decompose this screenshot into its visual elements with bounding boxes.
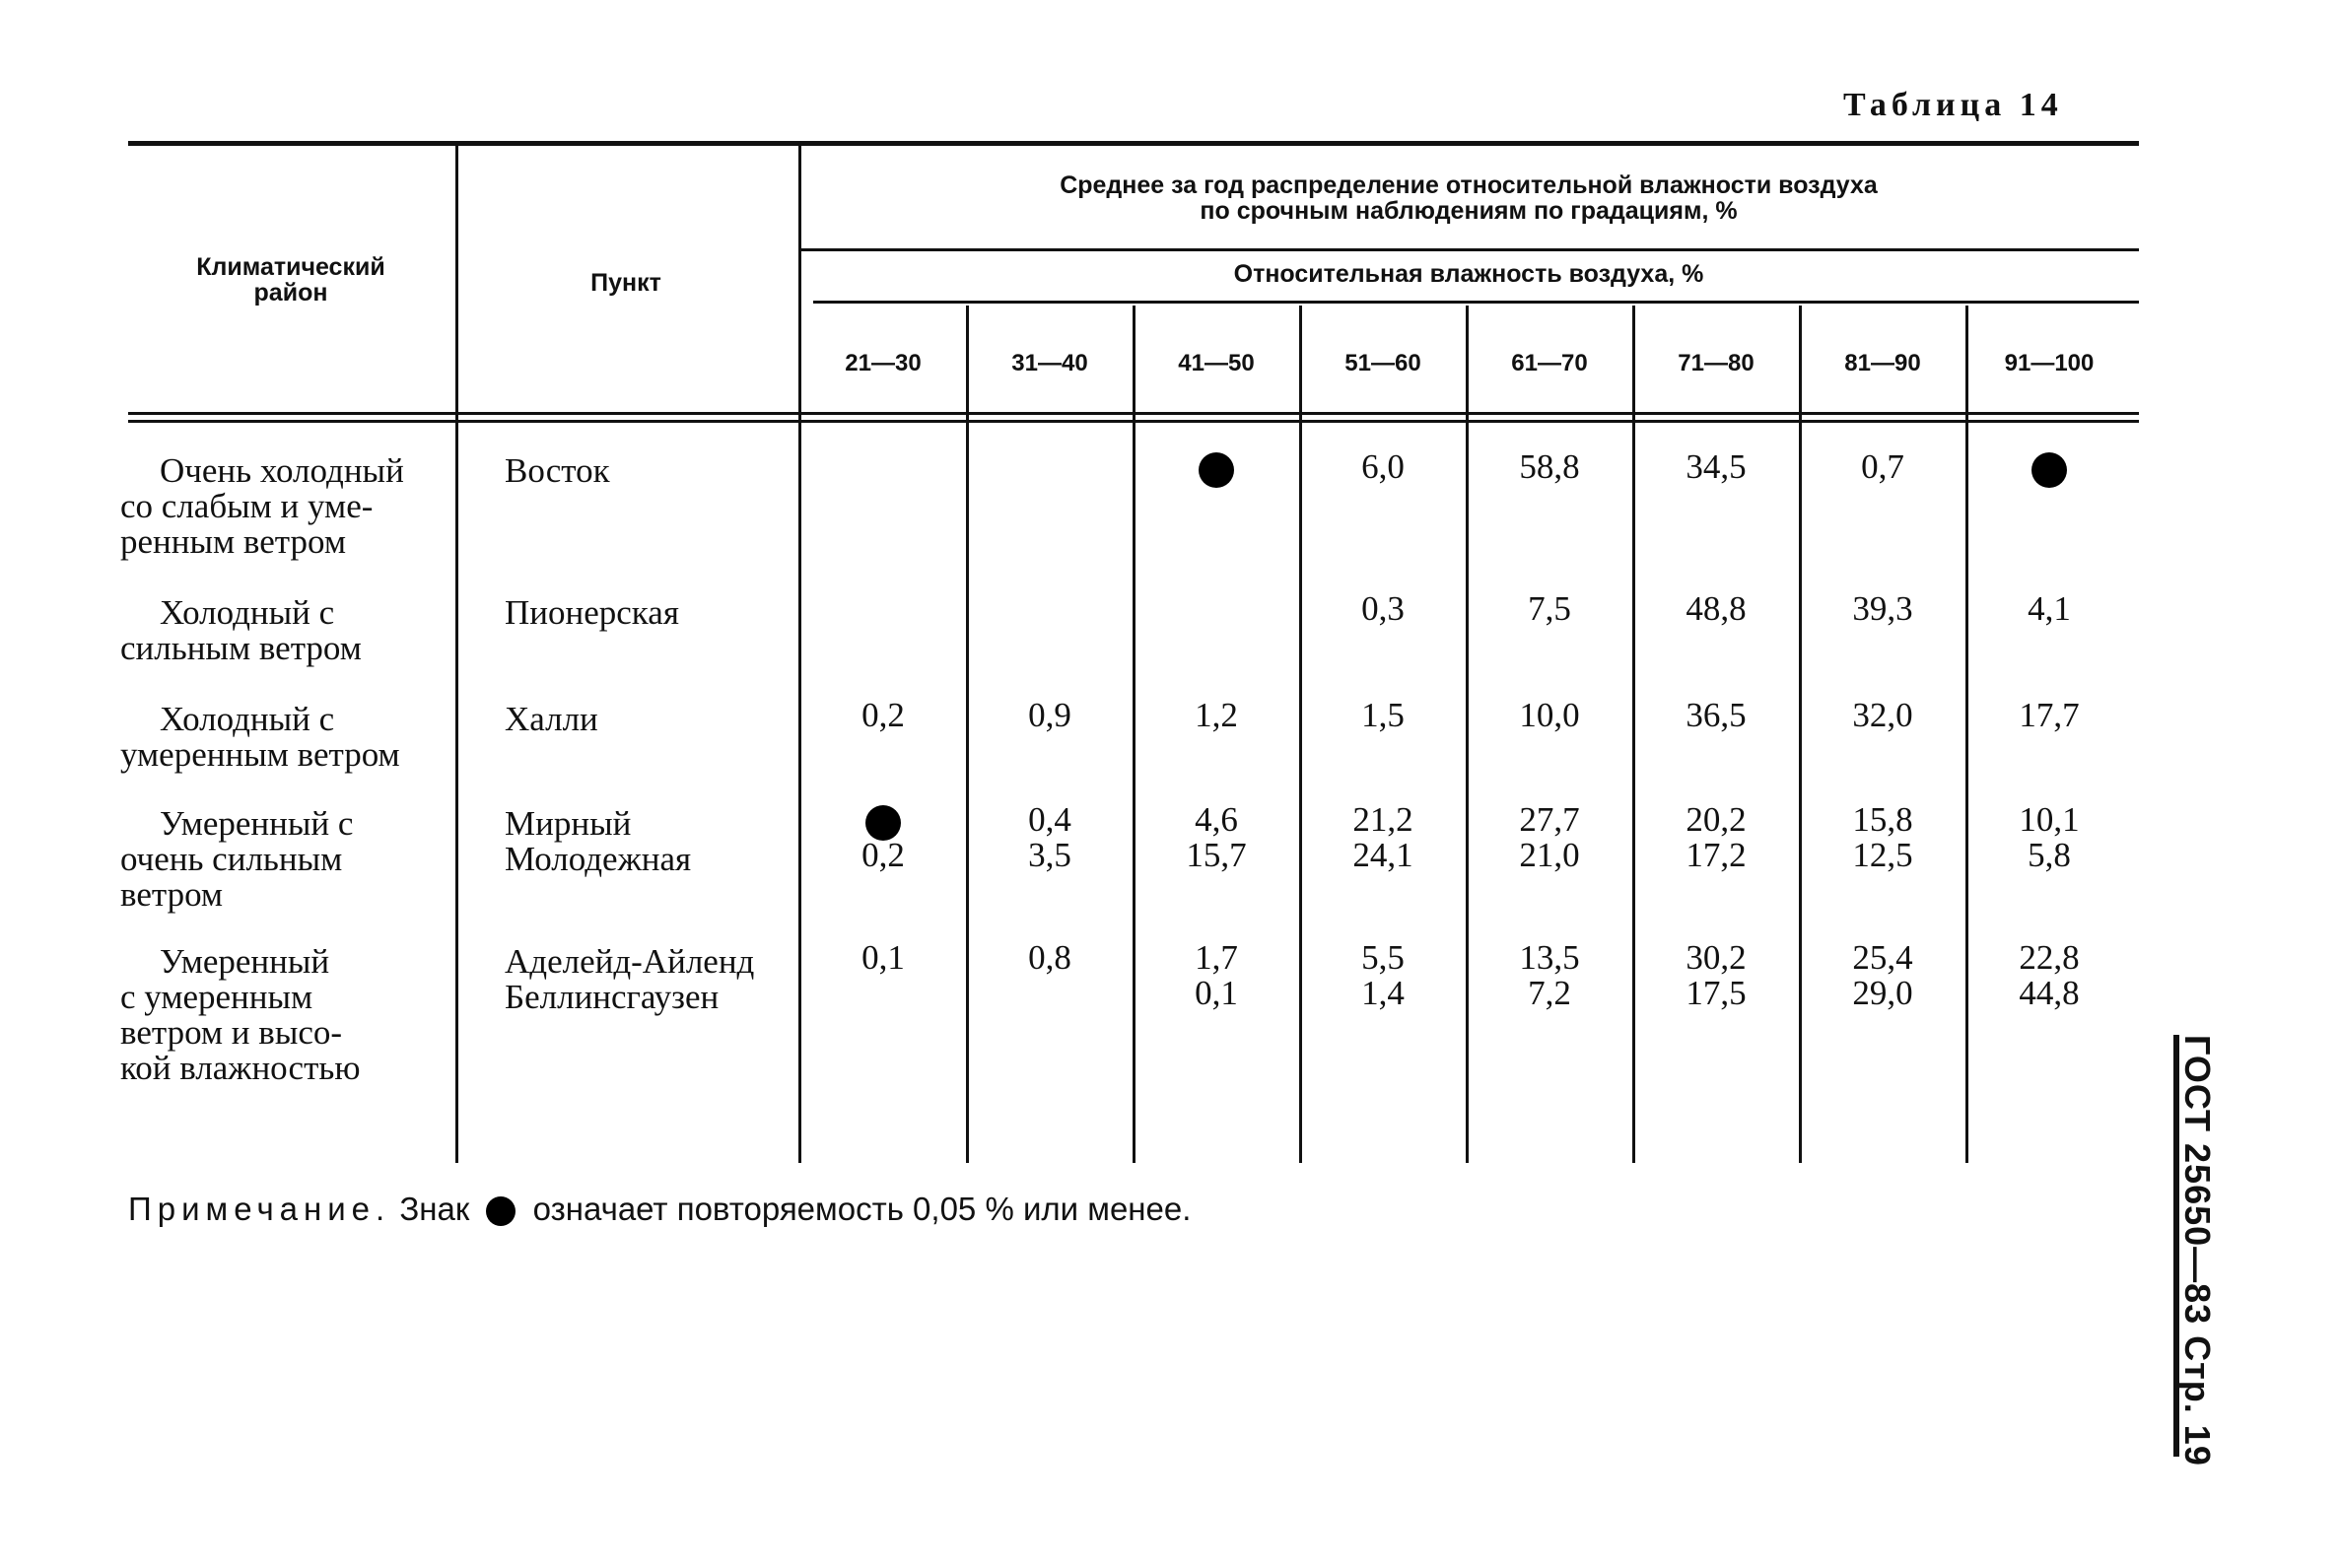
dot-symbol-icon bbox=[486, 1196, 516, 1226]
footnote bbox=[128, 1191, 1191, 1228]
footnote-text-after: означает повторяемость 0,05 % или менее. bbox=[532, 1191, 1192, 1227]
region-line: Холодный с bbox=[160, 593, 335, 632]
value-text bbox=[800, 976, 966, 1011]
region-line: сильным ветром bbox=[120, 629, 362, 667]
value-cell bbox=[1966, 940, 2132, 1011]
col-divider-region bbox=[455, 146, 458, 1163]
value-text bbox=[967, 449, 1133, 485]
subgroup-header-rule bbox=[813, 301, 2139, 304]
value-cell bbox=[1966, 591, 2132, 627]
region-cell bbox=[120, 595, 455, 666]
header-group-line: Среднее за год распределение относительной влажности воздуха bbox=[1060, 171, 1878, 199]
value-cell bbox=[1134, 591, 1299, 627]
header-subgroup-title: Относительная влажность воздуха, % bbox=[1233, 260, 1704, 288]
region-cell bbox=[120, 806, 455, 913]
value-cell bbox=[967, 940, 1133, 1011]
value-cell bbox=[967, 449, 1133, 485]
value-cell bbox=[800, 591, 966, 627]
dot-icon bbox=[1199, 452, 1234, 488]
value-text: 7,2 bbox=[1528, 974, 1571, 1012]
value-text: 58,8 bbox=[1519, 447, 1580, 486]
value-cell bbox=[1633, 591, 1799, 627]
value-text: 17,2 bbox=[1686, 836, 1747, 874]
value-text: 1,4 bbox=[1361, 974, 1405, 1012]
region-line: ренным ветром bbox=[120, 522, 346, 561]
value-text: 27,7 bbox=[1519, 800, 1580, 839]
value-text: 0,1 bbox=[861, 938, 905, 977]
gradation-header: 71—80 bbox=[1678, 350, 1755, 376]
value-text: 48,8 bbox=[1686, 589, 1747, 628]
value-text: 29,0 bbox=[1852, 974, 1913, 1012]
gradation-header: 31—40 bbox=[1011, 350, 1088, 376]
value-text: 5,5 bbox=[1361, 938, 1405, 977]
value-text bbox=[800, 449, 966, 485]
point-cell bbox=[505, 702, 598, 737]
dot-symbol-icon bbox=[1966, 449, 2132, 485]
value-cell bbox=[1633, 940, 1799, 1011]
dot-symbol-icon bbox=[1134, 449, 1299, 485]
point-name: Пионерская bbox=[505, 593, 679, 632]
region-line: ветром bbox=[120, 875, 224, 914]
col-divider-g1 bbox=[966, 306, 969, 1163]
value-text: 22,8 bbox=[2019, 938, 2080, 977]
gradation-header: 51—60 bbox=[1344, 350, 1421, 376]
value-cell bbox=[1467, 802, 1632, 873]
value-text: 21,0 bbox=[1519, 836, 1580, 874]
value-text: 4,6 bbox=[1195, 800, 1238, 839]
value-cell bbox=[1467, 591, 1632, 627]
value-cell bbox=[800, 698, 966, 733]
value-cell bbox=[1800, 591, 1965, 627]
value-text: 0,7 bbox=[1861, 447, 1904, 486]
value-text: 32,0 bbox=[1852, 696, 1913, 734]
value-text: 15,8 bbox=[1852, 800, 1913, 839]
region-line: ветром и высо- bbox=[120, 1013, 343, 1052]
header-group-line: по срочным наблюдениям по градациям, % bbox=[1200, 197, 1738, 225]
point-name: Беллинсгаузен bbox=[505, 978, 720, 1016]
value-cell bbox=[1300, 698, 1466, 733]
region-line: Очень холодный bbox=[160, 451, 404, 490]
value-cell bbox=[1966, 698, 2132, 733]
value-cell bbox=[800, 802, 966, 873]
value-text: 36,5 bbox=[1686, 696, 1747, 734]
value-text: 1,5 bbox=[1361, 696, 1405, 734]
value-cell bbox=[1134, 940, 1299, 1011]
value-cell bbox=[1134, 698, 1299, 733]
point-name: Молодежная bbox=[505, 840, 692, 878]
value-text: 21,2 bbox=[1352, 800, 1413, 839]
header-group-title bbox=[808, 172, 2129, 224]
value-cell bbox=[1800, 802, 1965, 873]
point-name: Халли bbox=[505, 700, 598, 738]
gradation-header: 81—90 bbox=[1844, 350, 1921, 376]
value-cell bbox=[967, 802, 1133, 873]
gradation-header: 61—70 bbox=[1511, 350, 1588, 376]
gradation-header: 21—30 bbox=[845, 350, 922, 376]
value-cell bbox=[1467, 449, 1632, 485]
region-line: умеренным ветром bbox=[120, 735, 400, 774]
table-title: Таблица 14 bbox=[1843, 87, 2063, 123]
value-text: 44,8 bbox=[2019, 974, 2080, 1012]
col-divider-g7 bbox=[1965, 306, 1968, 1163]
value-cell bbox=[1633, 802, 1799, 873]
value-cell bbox=[1966, 449, 2132, 485]
value-text: 0,2 bbox=[861, 836, 905, 874]
value-cell bbox=[800, 940, 966, 1011]
value-cell bbox=[1300, 449, 1466, 485]
point-name: Мирный bbox=[505, 804, 632, 843]
region-line: Умеренный bbox=[160, 942, 330, 981]
value-text: 6,0 bbox=[1361, 447, 1405, 486]
point-cell bbox=[505, 806, 691, 877]
value-text: 0,3 bbox=[1361, 589, 1405, 628]
table-top-rule bbox=[128, 141, 2139, 146]
value-text: 17,7 bbox=[2019, 696, 2080, 734]
value-cell bbox=[1800, 698, 1965, 733]
value-text: 0,4 bbox=[1028, 800, 1071, 839]
value-text: 5,8 bbox=[2028, 836, 2071, 874]
point-cell bbox=[505, 944, 754, 1015]
header-region bbox=[138, 254, 444, 306]
header-region-line: Климатический bbox=[196, 253, 385, 281]
value-text: 15,7 bbox=[1186, 836, 1247, 874]
col-divider-g3 bbox=[1299, 306, 1302, 1163]
value-cell bbox=[1134, 449, 1299, 485]
value-text: 7,5 bbox=[1528, 589, 1571, 628]
value-text: 10,0 bbox=[1519, 696, 1580, 734]
value-text: 34,5 bbox=[1686, 447, 1747, 486]
point-name: Восток bbox=[505, 451, 610, 490]
dot-icon bbox=[2031, 452, 2067, 488]
value-text bbox=[1134, 591, 1299, 627]
gradation-header: 91—100 bbox=[2004, 350, 2095, 376]
col-divider-g2 bbox=[1133, 306, 1136, 1163]
value-cell bbox=[1467, 940, 1632, 1011]
footnote-text-before: Знак bbox=[399, 1191, 470, 1227]
value-text: 1,2 bbox=[1195, 696, 1238, 734]
region-line: Холодный с bbox=[160, 700, 335, 738]
header-region-line: район bbox=[253, 279, 328, 307]
value-text: 3,5 bbox=[1028, 836, 1071, 874]
value-text bbox=[967, 591, 1133, 627]
gradation-header: 41—50 bbox=[1178, 350, 1255, 376]
value-cell bbox=[1966, 802, 2132, 873]
value-text: 12,5 bbox=[1852, 836, 1913, 874]
group-header-rule bbox=[798, 248, 2139, 251]
value-text bbox=[967, 976, 1133, 1011]
region-line: кой влажностью bbox=[120, 1049, 361, 1087]
footnote-label: Примечание. bbox=[128, 1191, 391, 1227]
value-text: 39,3 bbox=[1852, 589, 1913, 628]
value-cell bbox=[1633, 449, 1799, 485]
value-cell bbox=[800, 449, 966, 485]
value-text: 13,5 bbox=[1519, 938, 1580, 977]
value-text: 0,1 bbox=[1195, 974, 1238, 1012]
region-cell bbox=[120, 453, 455, 560]
value-text: 0,9 bbox=[1028, 696, 1071, 734]
point-cell bbox=[505, 595, 679, 631]
value-cell bbox=[1800, 940, 1965, 1011]
point-cell bbox=[505, 453, 610, 489]
region-line: с умеренным bbox=[120, 978, 313, 1016]
value-text bbox=[800, 591, 966, 627]
value-cell bbox=[1300, 802, 1466, 873]
region-line: очень сильным bbox=[120, 840, 343, 878]
value-cell bbox=[1633, 698, 1799, 733]
value-text: 17,5 bbox=[1686, 974, 1747, 1012]
value-text: 0,2 bbox=[861, 696, 905, 734]
value-cell bbox=[1300, 940, 1466, 1011]
value-text: 4,1 bbox=[2028, 589, 2071, 628]
value-text: 10,1 bbox=[2019, 800, 2080, 839]
point-name: Аделейд-Айленд bbox=[505, 942, 755, 981]
value-cell bbox=[1467, 698, 1632, 733]
value-text: 30,2 bbox=[1686, 938, 1747, 977]
value-cell bbox=[1800, 449, 1965, 485]
value-cell bbox=[1134, 802, 1299, 873]
value-text: 1,7 bbox=[1195, 938, 1238, 977]
value-text: 0,8 bbox=[1028, 938, 1071, 977]
value-cell bbox=[1300, 591, 1466, 627]
value-text: 25,4 bbox=[1852, 938, 1913, 977]
value-text: 20,2 bbox=[1686, 800, 1747, 839]
value-text: 24,1 bbox=[1352, 836, 1413, 874]
region-line: Умеренный с bbox=[160, 804, 354, 843]
col-divider-g4 bbox=[1466, 306, 1469, 1163]
value-cell bbox=[967, 698, 1133, 733]
region-cell bbox=[120, 702, 455, 773]
region-line: со слабым и уме- bbox=[120, 487, 374, 525]
region-cell bbox=[120, 944, 455, 1086]
col-divider-g6 bbox=[1799, 306, 1802, 1163]
col-divider-g5 bbox=[1632, 306, 1635, 1163]
dot-symbol-icon bbox=[800, 802, 966, 838]
value-cell bbox=[967, 591, 1133, 627]
header-point: Пункт bbox=[590, 269, 661, 297]
side-code-text: ГОСТ 25650—83 Стр. 19 bbox=[2177, 1035, 2218, 1466]
